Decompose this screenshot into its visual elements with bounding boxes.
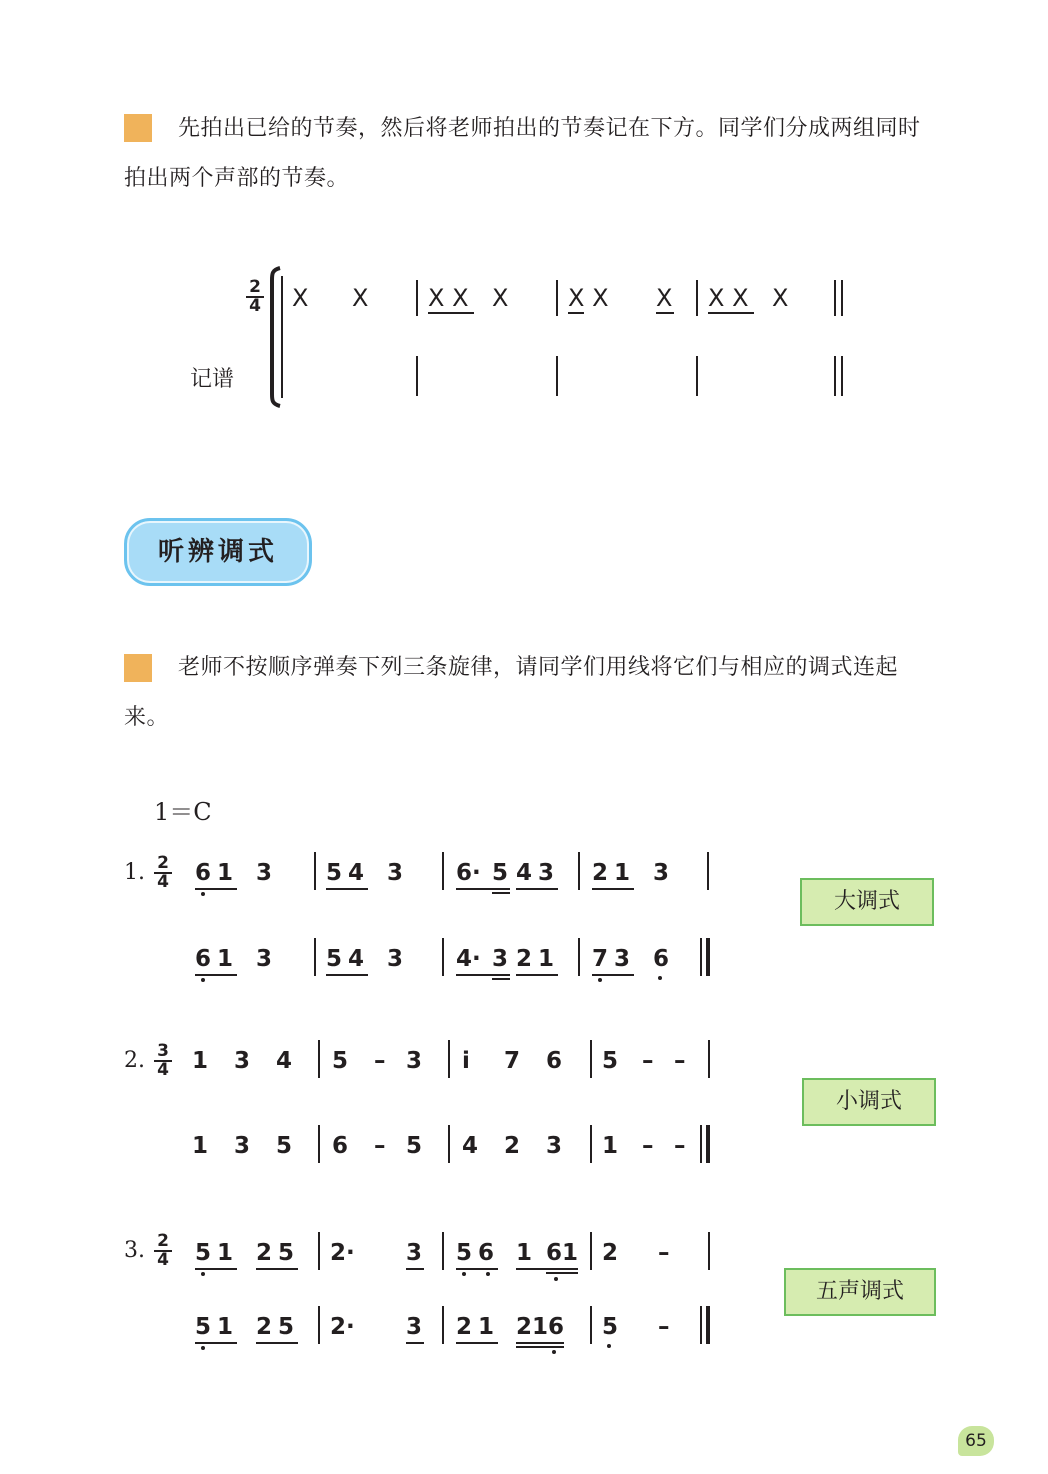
rhythm-beam <box>656 312 674 314</box>
note: 61 <box>195 860 240 886</box>
beam <box>492 892 510 894</box>
beam <box>195 1342 237 1344</box>
note: 21 <box>456 1314 501 1340</box>
barline <box>442 1232 444 1270</box>
note: 3 <box>256 946 273 972</box>
barline <box>590 1040 592 1078</box>
barline <box>442 852 444 890</box>
final-barline <box>834 280 836 316</box>
note: 6· <box>456 860 481 886</box>
melody-label: 2. <box>124 1048 145 1073</box>
beam <box>592 974 634 976</box>
final-barline <box>700 938 702 976</box>
note: 5 <box>602 1314 619 1340</box>
section-heading: 听辨调式 <box>124 518 312 586</box>
note: – <box>658 1240 670 1266</box>
low-dot <box>201 1346 205 1350</box>
beam <box>456 1268 498 1270</box>
note: 3 <box>406 1048 423 1074</box>
note: 3 <box>387 860 404 886</box>
barline <box>318 1306 320 1344</box>
beam <box>195 888 237 890</box>
low-dot <box>554 1277 558 1281</box>
note: 4 <box>276 1048 293 1074</box>
rhythm-note: X X <box>568 284 609 312</box>
final-barline <box>706 938 710 976</box>
page-number: 65 <box>958 1426 994 1456</box>
beam <box>326 974 368 976</box>
note: 51 <box>195 1314 240 1340</box>
note: 1 <box>602 1133 619 1159</box>
barline <box>442 1306 444 1344</box>
final-barline <box>700 1125 702 1163</box>
melody-label: 1. <box>124 860 145 885</box>
note: – <box>374 1048 386 1074</box>
note: 3 <box>234 1133 251 1159</box>
note: 5 <box>602 1048 619 1074</box>
modes-instruction: 老师不按顺序弹奏下列三条旋律，请同学们用线将它们与相应的调式连起来。 <box>124 655 899 730</box>
note: 7 <box>504 1048 521 1074</box>
note: 61 <box>546 1240 579 1266</box>
mode-box-minor[interactable]: 小调式 <box>802 1078 936 1126</box>
beam <box>546 1272 578 1274</box>
barline <box>556 280 558 316</box>
note: 3 <box>406 1314 423 1340</box>
note: 3 <box>387 946 404 972</box>
rhythm-beam <box>568 312 584 314</box>
barline <box>578 938 580 976</box>
beam <box>516 1342 564 1344</box>
rhythm-beam <box>708 312 754 314</box>
barline <box>416 356 418 396</box>
low-dot <box>201 978 205 982</box>
beam <box>406 1268 424 1270</box>
note: 216 <box>516 1314 565 1340</box>
barline <box>590 1125 592 1163</box>
final-barline <box>841 356 843 396</box>
beam <box>516 888 558 890</box>
note: – <box>658 1314 670 1340</box>
beam <box>256 1268 298 1270</box>
beam <box>516 1268 578 1270</box>
barline <box>318 1125 320 1163</box>
rhythm-beam <box>428 312 474 314</box>
beam <box>326 888 368 890</box>
barline <box>708 1232 710 1270</box>
note: 56 <box>456 1240 501 1266</box>
barline <box>314 938 316 976</box>
note: i <box>462 1048 470 1074</box>
beam <box>492 978 510 980</box>
mode-box-major[interactable]: 大调式 <box>800 878 934 926</box>
note: 4· <box>456 946 481 972</box>
key-signature: 1＝C <box>154 798 212 826</box>
note: 25 <box>256 1314 301 1340</box>
note: 5 <box>406 1133 423 1159</box>
mode-box-pentatonic[interactable]: 五声调式 <box>784 1268 936 1316</box>
note: – <box>374 1133 386 1159</box>
final-barline <box>706 1125 710 1163</box>
beam <box>195 974 237 976</box>
beam <box>516 974 558 976</box>
note: 6 <box>332 1133 349 1159</box>
note: 2 <box>504 1133 521 1159</box>
melody-time-signature: 2 4 <box>154 1234 172 1268</box>
note: – <box>674 1133 686 1159</box>
barline <box>318 1232 320 1270</box>
rhythm-note: X <box>352 284 369 312</box>
beam <box>456 888 510 890</box>
barline <box>448 1040 450 1078</box>
note: 6 <box>653 946 670 972</box>
score-bracket <box>268 266 290 408</box>
final-barline <box>841 280 843 316</box>
note: 1 <box>192 1048 209 1074</box>
barline <box>578 852 580 890</box>
note: 43 <box>516 860 561 886</box>
note: – <box>642 1133 654 1159</box>
barline <box>696 356 698 396</box>
barline <box>442 938 444 976</box>
barline <box>448 1125 450 1163</box>
low-dot <box>201 892 205 896</box>
note: 1 <box>516 1240 533 1266</box>
final-barline <box>834 356 836 396</box>
final-barline <box>700 1306 702 1344</box>
note: 2· <box>330 1314 355 1340</box>
note: – <box>674 1048 686 1074</box>
low-dot <box>486 1272 490 1276</box>
final-barline <box>706 1306 710 1344</box>
rhythm-note: X <box>656 284 673 312</box>
low-dot <box>552 1350 556 1354</box>
beam <box>256 1342 298 1344</box>
note: 21 <box>516 946 561 972</box>
melody-time-signature: 3 4 <box>154 1044 172 1078</box>
barline <box>707 852 709 890</box>
note: 5 <box>332 1048 349 1074</box>
note: 54 <box>326 946 371 972</box>
barline <box>314 852 316 890</box>
note: 73 <box>592 946 637 972</box>
note: 25 <box>256 1240 301 1266</box>
beam <box>516 1346 564 1348</box>
rhythm-note: X <box>492 284 509 312</box>
note: 61 <box>195 946 240 972</box>
barline <box>556 356 558 396</box>
note: 54 <box>326 860 371 886</box>
note: 5 <box>492 860 509 886</box>
note: 2 <box>602 1240 619 1266</box>
beam <box>456 974 510 976</box>
note: 3 <box>492 946 509 972</box>
note: 3 <box>234 1048 251 1074</box>
rhythm-note: X X <box>708 284 749 312</box>
beam <box>195 1268 237 1270</box>
note: 1 <box>192 1133 209 1159</box>
barline <box>708 1040 710 1078</box>
note: 3 <box>653 860 670 886</box>
barline <box>590 1232 592 1270</box>
rhythm-note: X <box>292 284 309 312</box>
melody-time-signature: 2 4 <box>154 856 172 890</box>
barline <box>318 1040 320 1078</box>
beam <box>406 1342 424 1344</box>
note: 6 <box>546 1048 563 1074</box>
barline <box>590 1306 592 1344</box>
note: 5 <box>276 1133 293 1159</box>
note: 3 <box>546 1133 563 1159</box>
note: – <box>642 1048 654 1074</box>
note: 2· <box>330 1240 355 1266</box>
rhythm-instruction: 先拍出已给的节奏，然后将老师拍出的节奏记在下方。同学们分成两组同时拍出两个声部的节奏。 <box>124 116 921 191</box>
low-dot <box>658 976 662 980</box>
barline <box>416 280 418 316</box>
note: 21 <box>592 860 637 886</box>
rhythm-note: X X <box>428 284 469 312</box>
rhythm-time-signature: 2 4 <box>246 280 264 314</box>
note: 4 <box>462 1133 479 1159</box>
notation-label: 记谱 <box>190 367 235 392</box>
low-dot <box>462 1272 466 1276</box>
low-dot <box>607 1344 611 1348</box>
note: 51 <box>195 1240 240 1266</box>
note: 3 <box>256 860 273 886</box>
low-dot <box>598 978 602 982</box>
beam <box>456 1342 498 1344</box>
barline <box>696 280 698 316</box>
beam <box>592 888 634 890</box>
rhythm-note: X <box>772 284 789 312</box>
melody-label: 3. <box>124 1238 145 1263</box>
note: 3 <box>406 1240 423 1266</box>
low-dot <box>201 1272 205 1276</box>
